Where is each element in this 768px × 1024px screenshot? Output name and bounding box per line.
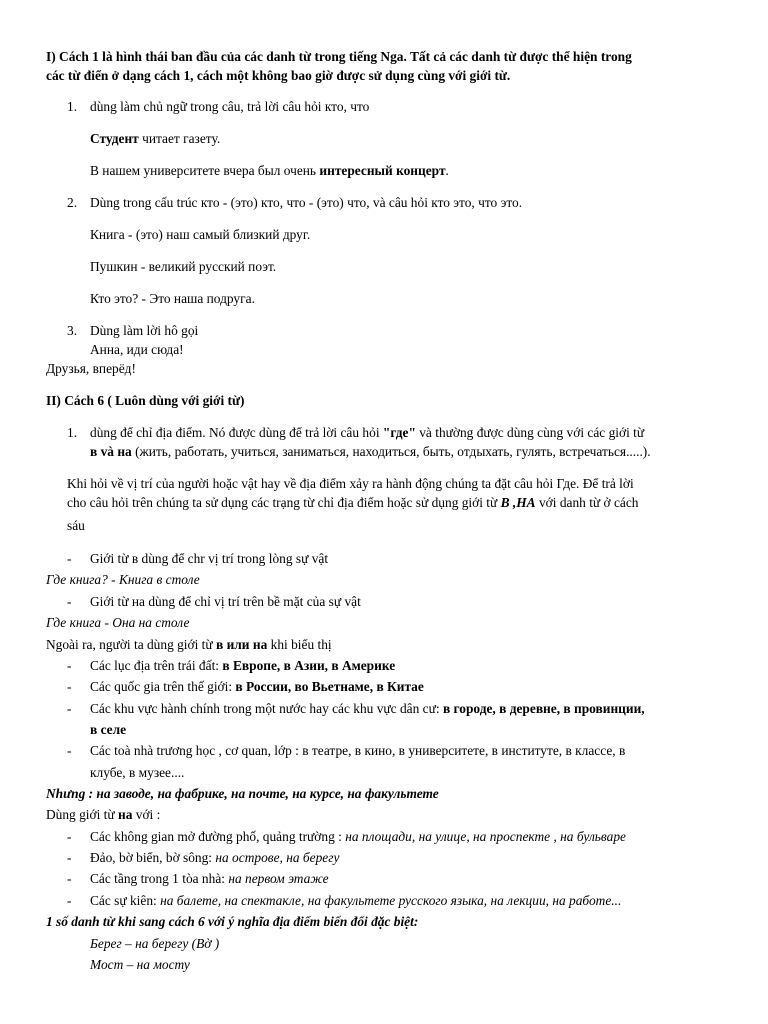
bullet-text	[90, 656, 395, 675]
example-text: .	[445, 163, 449, 178]
bullet-text-italic: на острове, на берегу	[215, 850, 340, 865]
item-text	[90, 442, 651, 461]
paragraph-text: với danh từ ở cách	[535, 495, 639, 510]
example-bold: Студент	[90, 131, 139, 146]
bullet-text	[90, 869, 329, 888]
paragraph-line: sáu	[67, 518, 85, 533]
bullet-dash: -	[67, 871, 72, 886]
paragraph-emphasis: В ,НА	[500, 495, 536, 510]
bullet-text-bold: в городе, в деревне, в провинции,	[442, 701, 645, 716]
example-text: В нашем университете вчера был очень	[90, 163, 320, 178]
special-example: Берег – на берегу (Bờ )	[90, 936, 220, 951]
bullet-dash: -	[67, 701, 72, 716]
bullet-dash: -	[67, 743, 72, 758]
bullet-text-italic: на балете, на спектакле, на факультете русского языка, на лекции, на работе...	[160, 893, 622, 908]
bullet-text: в селе	[90, 722, 127, 737]
bullet-dash: -	[67, 658, 72, 673]
paragraph-line	[46, 805, 160, 824]
bullet-dash: -	[67, 679, 72, 694]
item-number: 3.	[67, 323, 78, 338]
example-text: читает газету.	[138, 131, 221, 146]
bullet-text: клубе, в музее....	[90, 765, 185, 780]
paragraph-text: Dùng giới từ	[46, 807, 118, 822]
bullet-text: Giới từ на dùng để chỉ vị trí trên bề mặt của sự vật	[90, 594, 361, 609]
bullet-text	[90, 827, 626, 846]
paragraph-text: Ngoài ra, người ta dùng giới từ	[46, 637, 216, 652]
paragraph-line: Khi hỏi về vị trí của người hoặc vật hay về địa điểm xảy ra hành động chúng ta đặt câu hỏi Где. Để trả lời	[67, 476, 634, 491]
example-line: Друзья, вперёд!	[46, 361, 136, 376]
bullet-text-italic: на первом этаже	[228, 871, 329, 886]
bullet-text-part: Các lục địa trên trái đất:	[90, 658, 223, 673]
item-text: Dùng làm lời hô gọi	[90, 323, 199, 338]
section2-heading: II) Cách 6 ( Luôn dùng với giới từ)	[46, 393, 245, 408]
example-line: Где книга? - Книга в столе	[46, 572, 200, 587]
bullet-text	[90, 677, 424, 696]
item-number: 1.	[67, 425, 78, 440]
item-text-part: dùng để chỉ địa điểm. Nó được dùng để trả lời câu hỏi	[90, 425, 383, 440]
bullet-text-part: Các khu vực hành chính trong một nước hay các khu vực dân cư:	[90, 701, 443, 716]
bullet-text-part: Các không gian mở đường phố, quảng trường :	[90, 829, 346, 844]
note-line: Nhưng : на заводе, на фабрике, на почте, на курсе, на факультете	[46, 786, 439, 801]
example-line: Где книга - Она на столе	[46, 615, 190, 630]
example-line: Анна, иди сюда!	[90, 342, 184, 357]
bullet-dash: -	[67, 829, 72, 844]
bullet-text-italic: на площади, на улице, на проспекте , на бульваре	[345, 829, 626, 844]
bullet-dash: -	[67, 594, 72, 609]
bullet-text: Các toà nhà trương học , cơ quan, lớp : в театре, в кино, в университете, в институте, в классе, в	[90, 743, 626, 758]
special-heading: 1 số danh từ khi sang cách 6 với ý nghĩa địa điểm biến đổi đặc biệt:	[46, 914, 419, 929]
example-line	[90, 161, 449, 180]
item-number: 2.	[67, 195, 78, 210]
bullet-text-part: Đảo, bờ biển, bờ sông:	[90, 850, 216, 865]
example-line	[90, 129, 220, 148]
section1-heading-line1: I) Cách 1 là hình thái ban đầu của các danh từ trong tiếng Nga. Tất cả các danh từ được thể hiện trong	[46, 49, 632, 64]
item-text	[90, 423, 644, 442]
section1-heading-line2: các từ điển ở dạng cách 1, cách một không bao giờ được sử dụng cùng với giới từ.	[46, 68, 511, 83]
example-line: Кто это? - Это наша подруга.	[90, 291, 255, 306]
example-line: Книга - (это) наш самый близкий друг.	[90, 227, 311, 242]
paragraph-text: cho câu hỏi trên chúng ta sử dụng các trạng từ chỉ địa điểm hoặc sử dụng giới từ	[67, 495, 501, 510]
paragraph-bold: на	[118, 807, 133, 822]
bullet-text	[90, 699, 645, 718]
item-number: 1.	[67, 99, 78, 114]
bullet-dash: -	[67, 850, 72, 865]
example-line: Пушкин - великий русский поэт.	[90, 259, 277, 274]
bullet-text-bold: в России, во Вьетнаме, в Китае	[235, 679, 424, 694]
item-text-bold: в và на	[90, 444, 132, 459]
item-text-part: (жить, работать, учиться, заниматься, находиться, быть, отдыхать, гулять, встречаться.....).	[131, 444, 651, 459]
item-text: dùng làm chủ ngữ trong câu, trả lời câu hỏi кто, что	[90, 99, 370, 114]
bullet-text	[90, 891, 621, 910]
item-text-part: và thường được dùng cùng với các giới từ	[415, 425, 645, 440]
special-example: Мост – на мосту	[90, 957, 190, 972]
bullet-dash: -	[67, 893, 72, 908]
example-bold: интересный концерт	[319, 163, 446, 178]
bullet-text-part: Các quốc gia trên thế giới:	[90, 679, 236, 694]
bullet-text: Giới từ в dùng để chr vị trí trong lòng sự vật	[90, 551, 329, 566]
bullet-text-bold: в Европе, в Азии, в Америке	[222, 658, 396, 673]
bullet-text-part: Các tầng trong 1 tòa nhà:	[90, 871, 229, 886]
bullet-text-part: Các sự kiên:	[90, 893, 161, 908]
item-text: Dùng trong cấu trúc кто - (это) кто, что - (это) что, và câu hỏi кто это, что это.	[90, 195, 523, 210]
bullet-dash: -	[67, 551, 72, 566]
bullet-text	[90, 848, 339, 867]
item-text-bold: "где"	[382, 425, 416, 440]
paragraph-text: khi biểu thị	[267, 637, 332, 652]
paragraph-text: với :	[132, 807, 161, 822]
paragraph-bold: в или на	[216, 637, 268, 652]
paragraph-line	[67, 493, 638, 512]
paragraph-line	[46, 635, 332, 654]
